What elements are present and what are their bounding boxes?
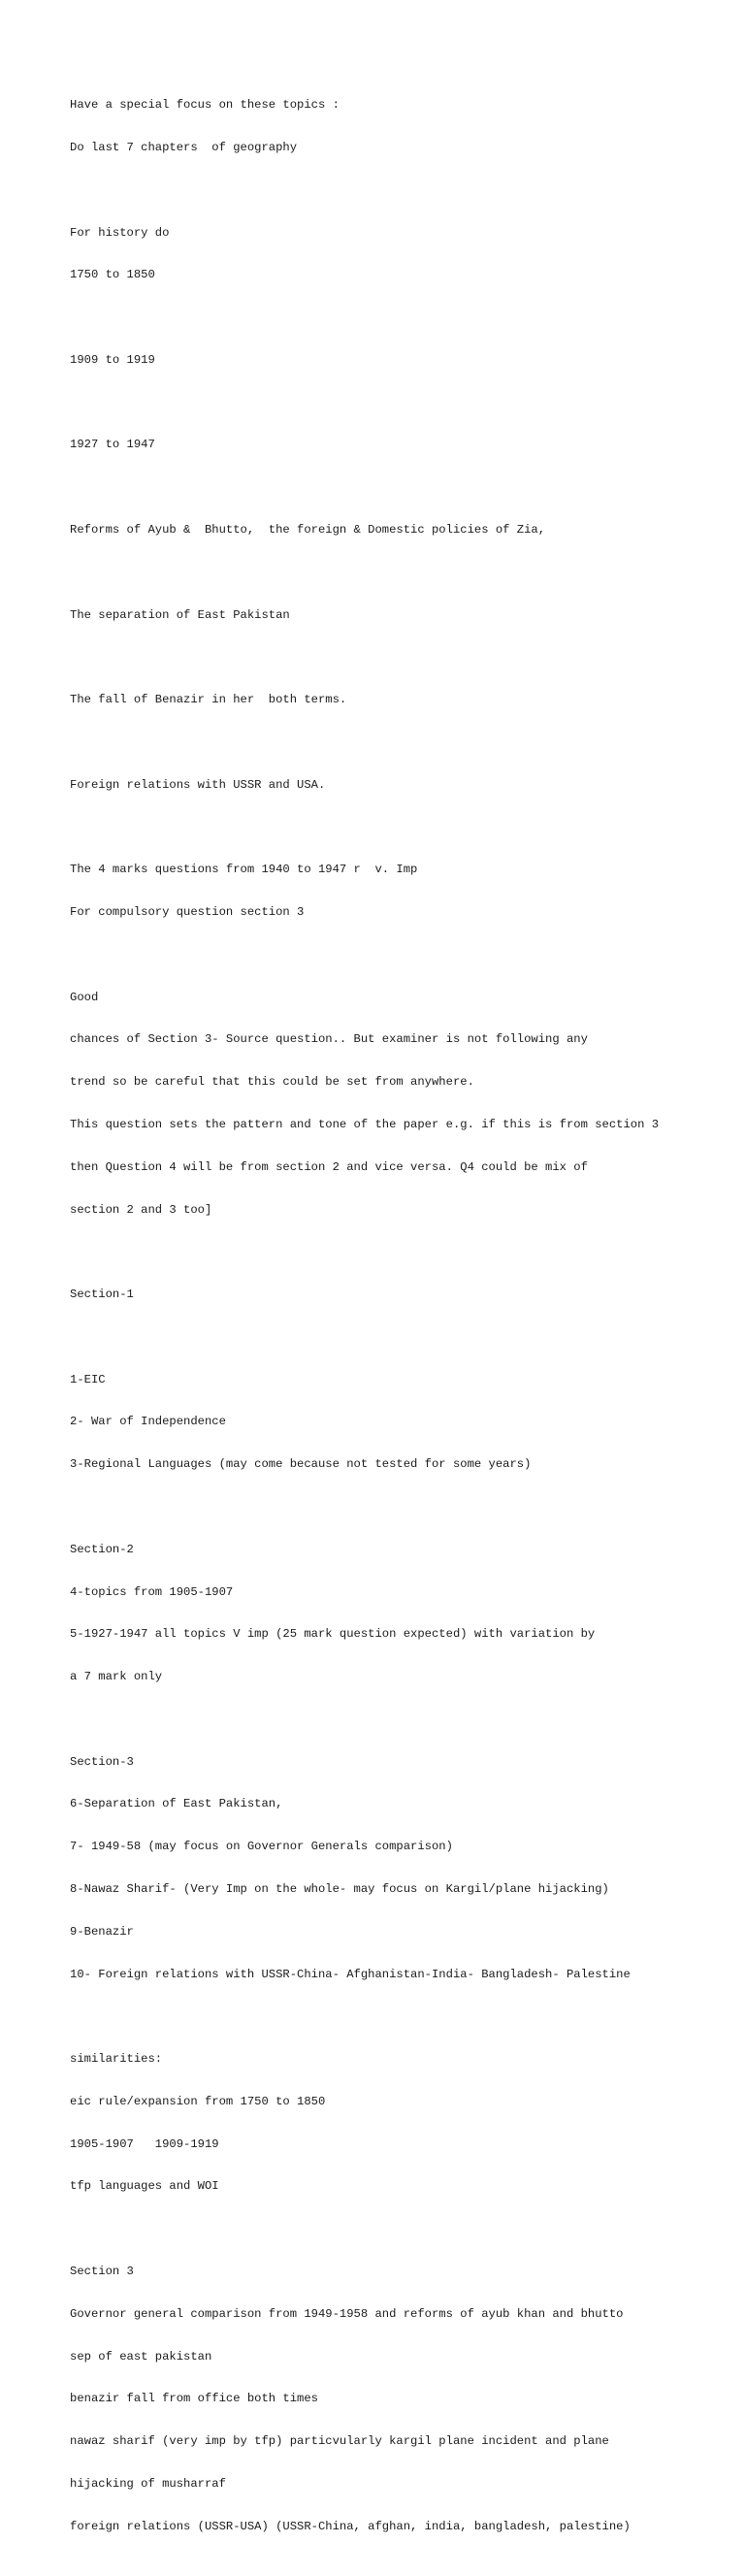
text-line: 1909 to 1919: [70, 352, 155, 367]
source-question-paragraph: [70, 962, 729, 1245]
text-line: For history do: [70, 225, 170, 240]
text-line: Do last 7 chapters of geography: [70, 140, 298, 154]
document-page: [70, 70, 729, 2576]
section-1-list: [70, 1344, 729, 1500]
list-item: hijacking of musharraf: [70, 2476, 226, 2491]
foreign-relations-paragraph: [70, 750, 729, 821]
text-line: Have a special focus on these topics :: [70, 98, 340, 113]
text-line: 1927 to 1947: [70, 438, 155, 452]
list-item: 2- War of Independence: [70, 1415, 226, 1429]
list-item: 8-Nawaz Sharif- (Very Imp on the whole- may focus on Kargil/plane hijacking): [70, 1882, 609, 1896]
list-item: eic rule/expansion from 1750 to 1850: [70, 2094, 326, 2108]
benazir-paragraph: [70, 665, 729, 735]
list-item: 1905-1907 1909-1919: [70, 2136, 219, 2151]
section-3-block: [70, 1726, 729, 2009]
text-line: The 4 marks questions from 1940 to 1947 r v. Imp: [70, 863, 418, 877]
section-3-summary-block: [70, 2236, 729, 2562]
text-line: trend so be careful that this could be set from anywhere.: [70, 1075, 474, 1090]
text-line: Good: [70, 990, 99, 1004]
list-item: sep of east pakistan: [70, 2349, 212, 2364]
section-heading: similarities:: [70, 2052, 163, 2067]
section-1-heading: [70, 1259, 729, 1330]
section-heading: Section-3: [70, 1754, 134, 1769]
separation-paragraph: [70, 579, 729, 650]
history-paragraph: [70, 197, 729, 310]
list-item: 6-Separation of East Pakistan,: [70, 1797, 283, 1811]
text-line: Foreign relations with USSR and USA.: [70, 777, 326, 792]
list-item: 9-Benazir: [70, 1924, 134, 1939]
list-item: Governor general comparison from 1949-1958 and reforms of ayub khan and bhutto: [70, 2306, 624, 2321]
text-line: The separation of East Pakistan: [70, 607, 290, 622]
text-line: This question sets the pattern and tone of the paper e.g. if this is from section 3: [70, 1117, 660, 1131]
list-item: 7- 1949-58 (may focus on Governor Generals comparison): [70, 1840, 453, 1854]
list-item: 10- Foreign relations with USSR-China- Afghanistan-India- Bangladesh- Palestine: [70, 1967, 631, 1981]
text-line: Reforms of Ayub & Bhutto, the foreign & Domestic policies of Zia,: [70, 523, 546, 537]
list-item: benazir fall from office both times: [70, 2392, 318, 2406]
list-item: tfp languages and WOI: [70, 2179, 219, 2194]
text-line: 1750 to 1850: [70, 268, 155, 282]
list-item: 1-EIC: [70, 1372, 106, 1386]
text-line: section 2 and 3 too]: [70, 1202, 212, 1217]
list-item: 3-Regional Languages (may come because not tested for some years): [70, 1457, 532, 1472]
section-heading: Section 3: [70, 2265, 134, 2279]
reforms-paragraph: [70, 495, 729, 566]
section-heading: Section-2: [70, 1542, 134, 1556]
section-2-block: [70, 1515, 729, 1712]
intro-paragraph: [70, 70, 729, 183]
list-item: 5-1927-1947 all topics V imp (25 mark question expected) with variation by: [70, 1627, 596, 1642]
list-item: foreign relations (USSR-USA) (USSR-China, afghan, india, bangladesh, palestine): [70, 2519, 631, 2533]
list-item: 4-topics from 1905-1907: [70, 1584, 234, 1599]
similarities-block: [70, 2024, 729, 2222]
marks-paragraph: [70, 834, 729, 948]
list-item: nawaz sharif (very imp by tfp) particvularly kargil plane incident and plane: [70, 2434, 609, 2449]
text-line: The fall of Benazir in her both terms.: [70, 693, 347, 707]
text-line: For compulsory question section 3: [70, 905, 305, 920]
text-line: chances of Section 3- Source question.. But examiner is not following any: [70, 1032, 588, 1047]
text-line: then Question 4 will be from section 2 and vice versa. Q4 could be mix of: [70, 1159, 588, 1174]
text-line: Section-1: [70, 1288, 134, 1302]
list-item: a 7 mark only: [70, 1670, 163, 1684]
period-paragraph: [70, 325, 729, 396]
period-paragraph: [70, 409, 729, 480]
